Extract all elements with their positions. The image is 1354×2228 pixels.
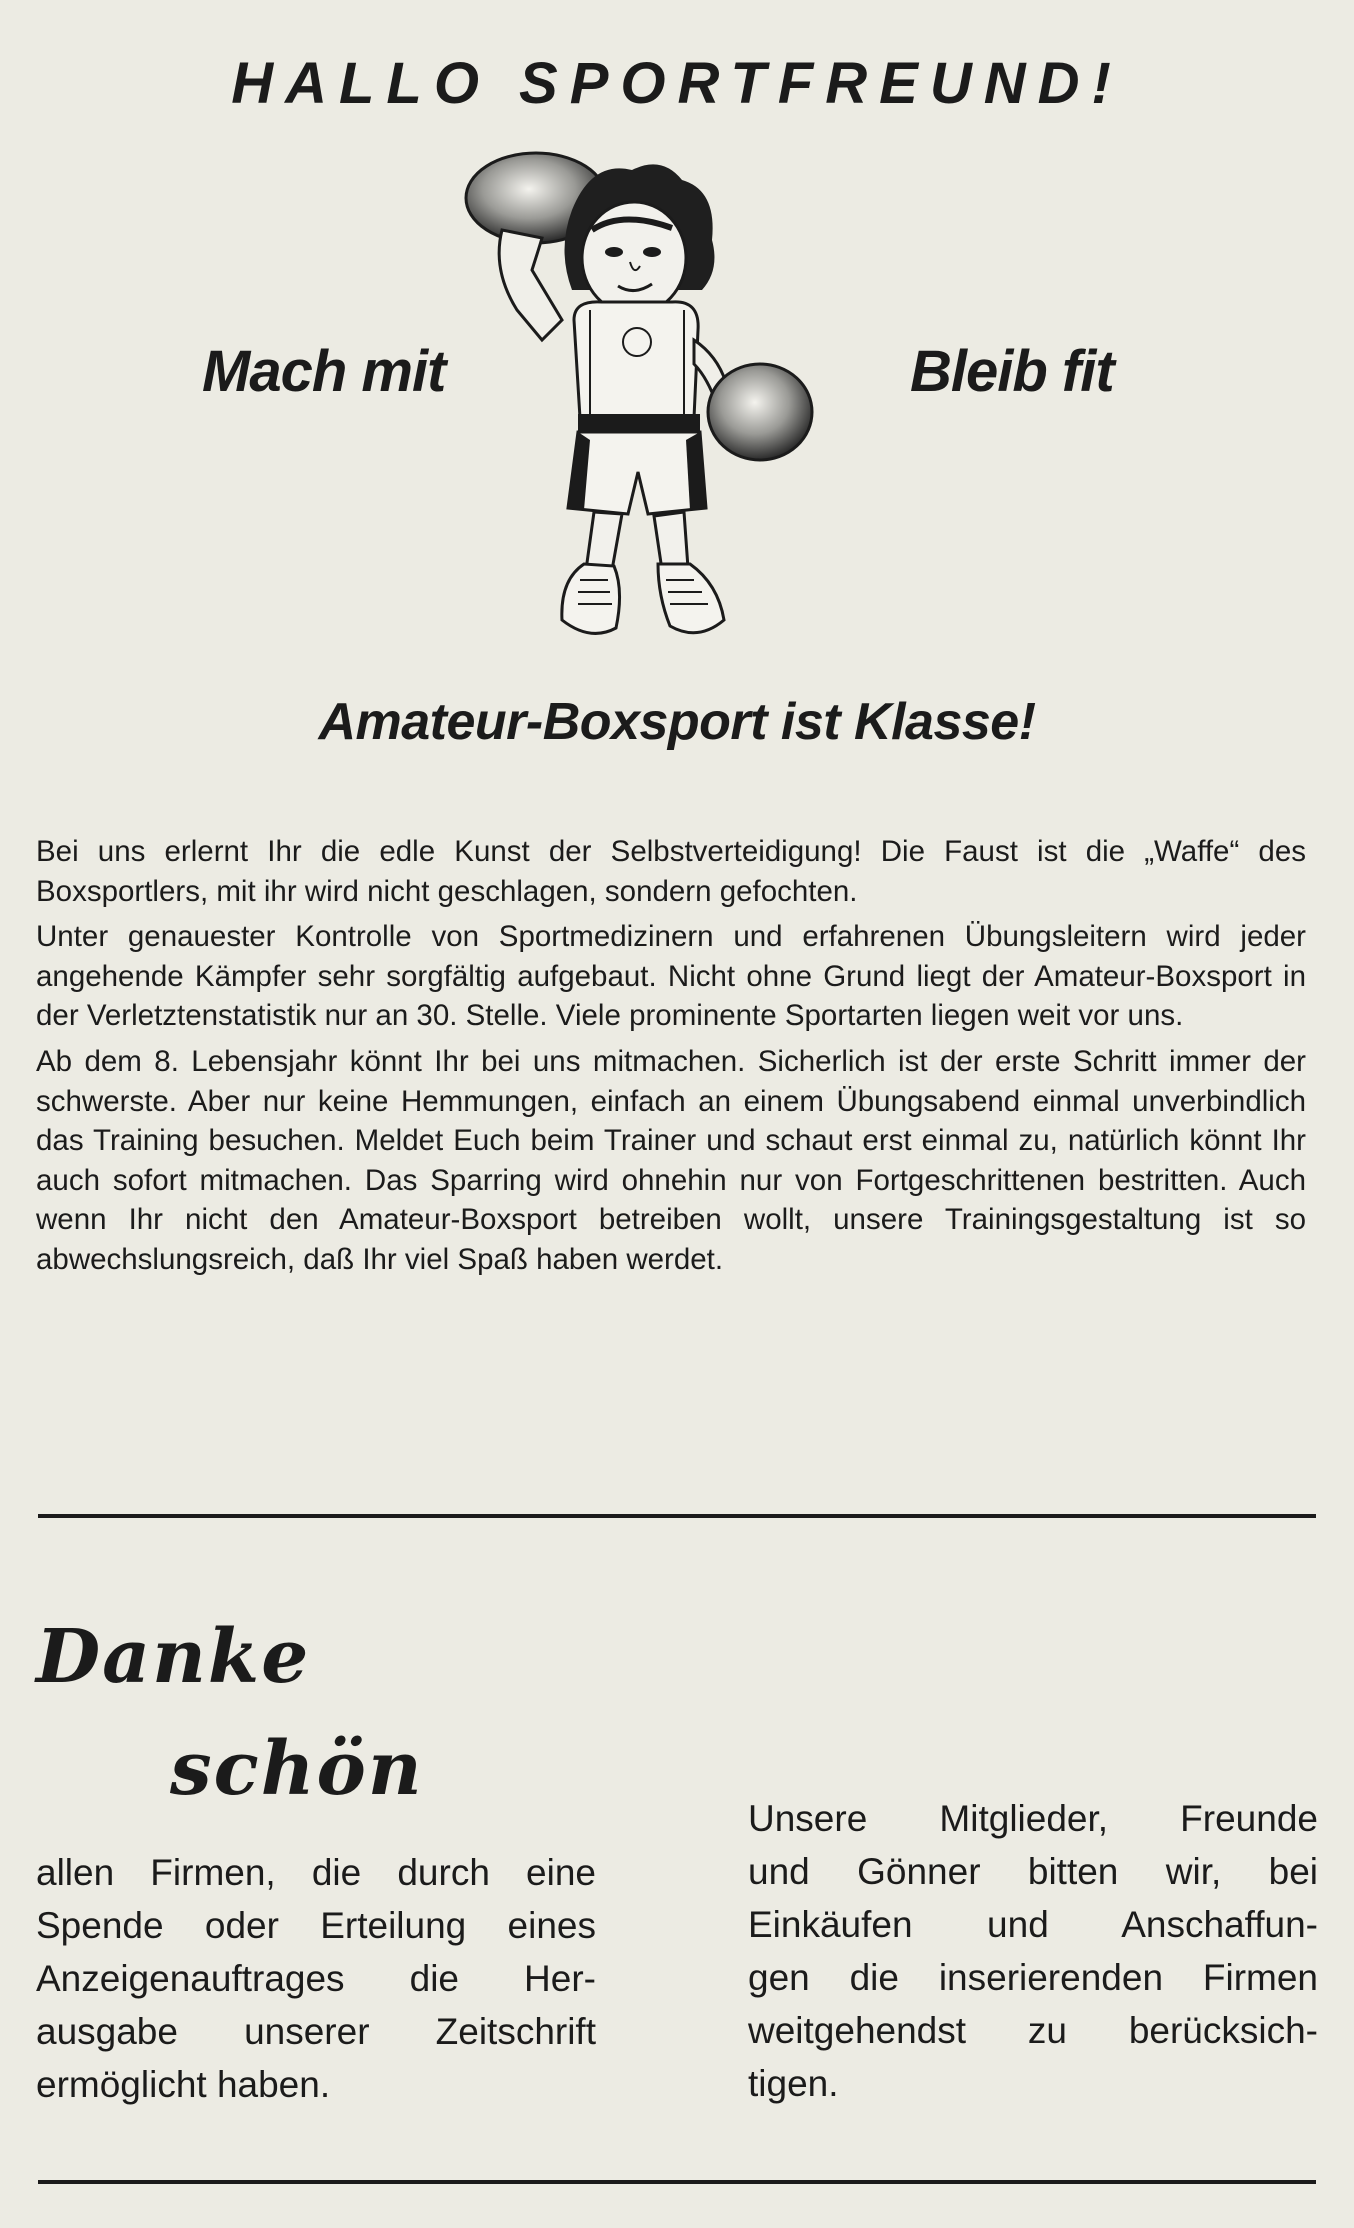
slogan-mach-mit: Mach mit xyxy=(202,339,446,404)
divider-top xyxy=(38,1514,1316,1518)
thanks-left-column xyxy=(36,1846,596,2111)
article-paragraph-1: Bei uns erlernt Ihr die edle Kunst der Selbstverteidigung! Die Faust ist die „Waffe“ des Boxsportlers, mit ihr wird nicht geschlagen, sondern gefochten. xyxy=(36,835,1306,908)
boxer-mascot-icon xyxy=(462,150,822,670)
headline: HALLO SPORTFREUND! xyxy=(231,51,1123,116)
article-paragraph-3: Ab dem 8. Lebensjahr könnt Ihr bei uns mitmachen. Sicherlich ist der erste Schritt immer der schwerste. Aber nur keine Hemmungen, einfach an einem Übungsabend einmal unverbindlich das Training besuchen. Meldet Euch beim Trainer und schaut erst einmal zu, natürlich könnt Ihr auch sofort mitmachen. Das Sparring wird ohnehin nur von Fortgeschrittenen bestritten. Auch wenn Ihr nicht den Amateur-Boxsport betreiben wollt, unsere Trainingsgestaltung ist so abwechslungsreich, daß Ihr viel Spaß haben werdet. xyxy=(36,1044,1306,1276)
article-paragraph-2: Unter genauester Kontrolle von Sportmedizinern und erfahrenen Übungsleitern wird jeder angehende Kämpfer sehr sorgfältig aufgebaut. Nicht ohne Grund liegt der Amateur-Boxsport in der Verletztenstatistik nur an 30. Stelle. Viele prominente Sportarten liegen weit vor uns. xyxy=(36,920,1306,1033)
thanks-title-line1: Danke xyxy=(36,1614,311,1700)
thanks-left-line: allen Firmen, die durch eine xyxy=(36,1852,596,1893)
thanks-title-line2: schön xyxy=(170,1726,424,1812)
thanks-right-column xyxy=(748,1792,1318,2110)
thanks-left-line: ausgabe unserer Zeitschrift xyxy=(36,2011,596,2052)
thanks-right-line: weitgehendst zu berücksich- xyxy=(748,2010,1318,2051)
slogan-bleib-fit: Bleib fit xyxy=(910,339,1114,404)
tagline: Amateur-Boxsport ist Klasse! xyxy=(318,693,1036,751)
thanks-right-line: gen die inserierenden Firmen xyxy=(748,1957,1318,1998)
thanks-right-line: Unsere Mitglieder, Freunde xyxy=(748,1798,1318,1839)
thanks-right-line: tigen. xyxy=(748,2063,839,2104)
thanks-right-line: Einkäufen und Anschaffun- xyxy=(748,1904,1318,1945)
article-body xyxy=(36,832,1306,1286)
thanks-left-line: Anzeigenauftrages die Her- xyxy=(36,1958,596,1999)
thanks-left-line: Spende oder Erteilung eines xyxy=(36,1905,596,1946)
thanks-left-line: ermöglicht haben. xyxy=(36,2064,331,2105)
divider-bottom xyxy=(38,2180,1316,2184)
thanks-right-line: und Gönner bitten wir, bei xyxy=(748,1851,1318,1892)
